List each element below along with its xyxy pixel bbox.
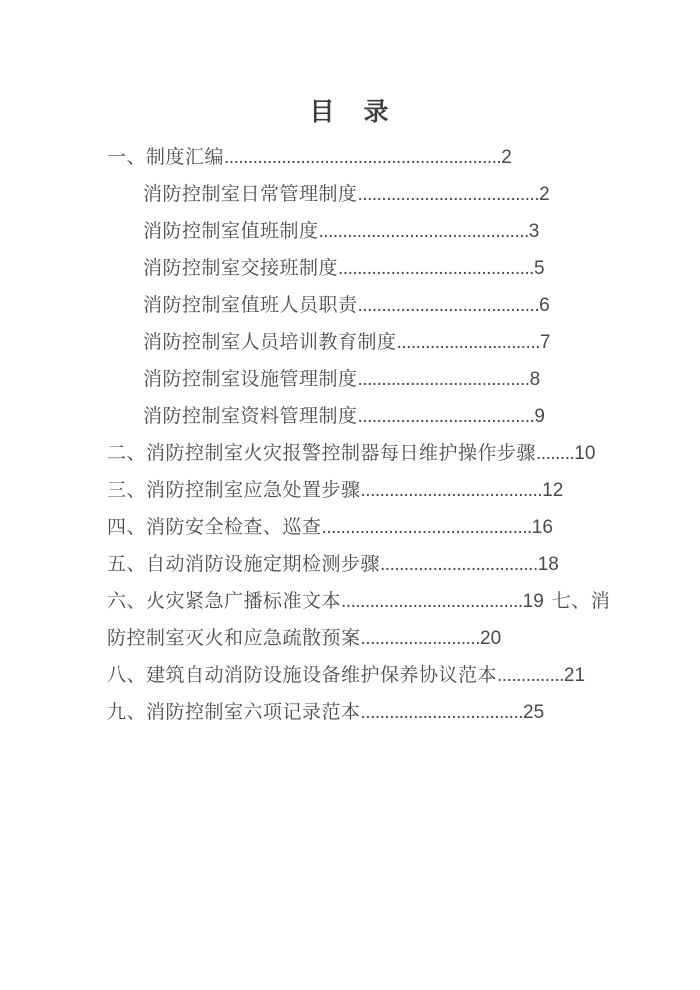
toc-entry[interactable] [107, 398, 670, 435]
toc-dot-leader: ............................................ [318, 221, 529, 242]
toc-entry-label: 消防控制室值班制度 [143, 221, 319, 242]
toc-entry[interactable] [107, 324, 670, 361]
toc-dot-leader: ...................................... [357, 295, 540, 316]
toc-dot-leader: ............................................ [321, 517, 532, 538]
toc-page-number: 8 [529, 369, 541, 390]
toc-page-number: 5 [533, 258, 545, 279]
toc-entry-label: 六、火灾紧急广播标准文本 [107, 591, 342, 612]
toc-dot-leader: .................................... [357, 369, 530, 390]
toc-dot-leader: .............. [497, 665, 564, 686]
toc-dot-leader: ...................................... [341, 591, 523, 612]
toc-entry-label: 二、消防控制室火灾报警控制器每日维护操作步骤 [107, 443, 537, 464]
toc-entry[interactable] [107, 435, 670, 472]
toc-entry-label: 消防控制室交接班制度 [143, 258, 339, 279]
toc-page-number: 2 [539, 184, 550, 205]
toc-page-number: 18 [537, 554, 559, 575]
toc-page-number: 25 [523, 702, 545, 723]
toc-entry-label: 防控制室灭火和应急疏散预案 [107, 628, 361, 649]
toc-entry[interactable] [107, 287, 670, 324]
toc-entry-label: 三、消防控制室应急处置步骤 [107, 480, 361, 501]
toc-page-number: 6 [539, 295, 550, 316]
toc-entry-trailing-text: 七、消 [551, 591, 611, 612]
toc-entry[interactable] [107, 583, 670, 620]
toc-dot-leader: ........ [536, 443, 575, 464]
toc-dot-leader: ......................... [360, 628, 480, 649]
toc-entry-label: 八、建筑自动消防设施设备维护保养协议范本 [107, 665, 498, 686]
toc-entry-label: 消防控制室值班人员职责 [143, 295, 358, 316]
toc-page-number: 21 [563, 665, 586, 686]
toc-entry[interactable] [107, 472, 670, 509]
toc-page-number: 9 [534, 406, 545, 427]
toc-page-number: 7 [539, 332, 551, 353]
toc-entry[interactable] [107, 509, 670, 546]
toc-list [107, 139, 670, 731]
toc-page-number: 3 [528, 221, 540, 242]
toc-entry[interactable] [107, 250, 670, 287]
toc-page-number: 19 [522, 591, 544, 612]
toc-entry-label: 四、消防安全检查、巡查 [107, 517, 322, 538]
toc-dot-leader: ...................................... [357, 184, 540, 205]
toc-entry[interactable] [107, 361, 670, 398]
toc-entry-label: 五、自动消防设施定期检测步骤 [107, 554, 381, 575]
toc-entry[interactable] [107, 213, 670, 250]
toc-entry[interactable] [107, 694, 670, 731]
toc-entry-label: 消防控制室资料管理制度 [143, 406, 358, 427]
toc-dot-leader: ..................................... [357, 406, 535, 427]
toc-page-number: 16 [531, 517, 553, 538]
toc-entry-label: 一、制度汇编 [107, 147, 225, 168]
toc-dot-leader: ................................. [380, 554, 538, 575]
toc-entry[interactable] [107, 546, 670, 583]
toc-page-number: 2 [501, 147, 512, 168]
toc-dot-leader: .................................. [360, 702, 523, 723]
toc-entry-label: 消防控制室人员培训教育制度 [143, 332, 397, 353]
toc-entry-label: 九、消防控制室六项记录范本 [107, 702, 361, 723]
toc-entry-label: 消防控制室日常管理制度 [143, 184, 358, 205]
toc-page-number: 10 [574, 443, 596, 464]
toc-page-number: 12 [542, 480, 564, 501]
toc-entry[interactable] [107, 139, 670, 176]
toc-entry[interactable] [107, 657, 670, 694]
toc-page-number: 20 [480, 628, 502, 649]
toc-dot-leader: .......................................................... [224, 147, 502, 168]
toc-dot-leader: ......................................... [338, 258, 534, 279]
toc-dot-leader: ...................................... [360, 480, 543, 501]
toc-entry-label: 消防控制室设施管理制度 [143, 369, 358, 390]
toc-entry[interactable] [107, 620, 670, 657]
page-title: 目 录 [309, 98, 391, 126]
toc-dot-leader: .............................. [396, 332, 540, 353]
toc-entry[interactable] [107, 176, 670, 213]
